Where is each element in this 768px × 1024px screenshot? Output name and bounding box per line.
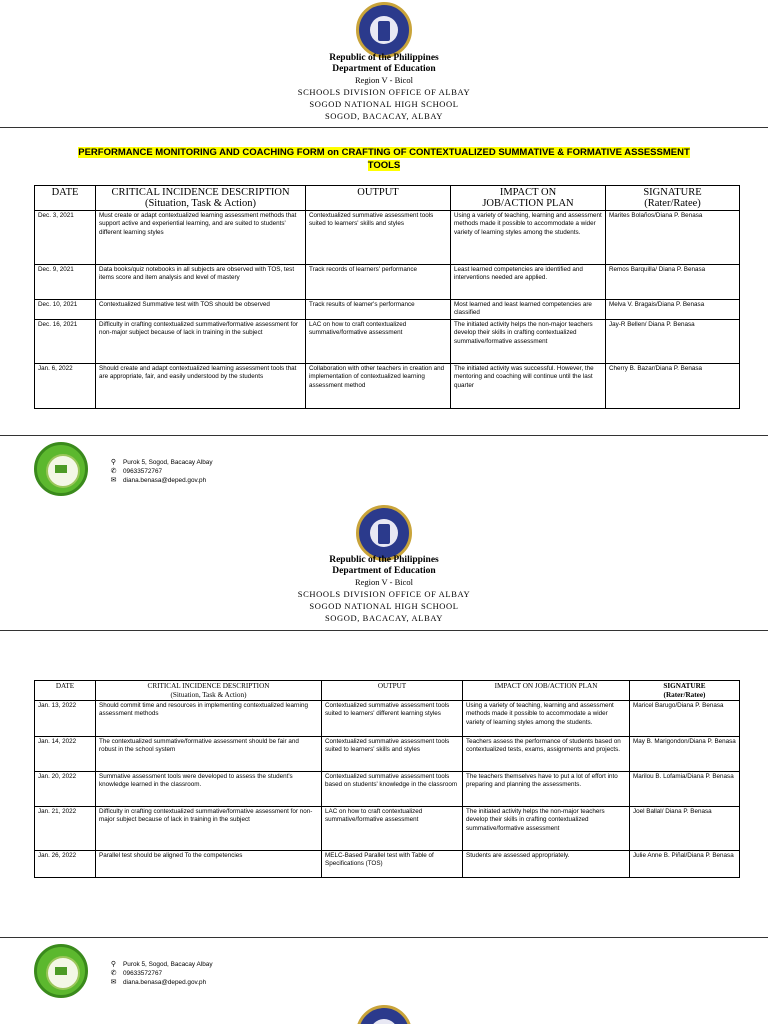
col-date-header: DATE: [35, 186, 96, 211]
cell-output: Contextualized summative assessment tools suited to learners' skills and styles: [306, 211, 451, 265]
col-signature-header: SIGNATURE (Rater/Ratee): [606, 186, 740, 211]
cell-output: Contextualized summative assessment tools suited to learners' skills and styles: [322, 737, 463, 772]
table-header-row: [35, 681, 740, 701]
table-row: [35, 701, 740, 737]
cell-signature: Jay-R Bellen/ Diana P. Benasa: [606, 320, 740, 364]
school-logo: [34, 442, 88, 496]
deped-seal-logo: [356, 2, 412, 58]
col-cid-header: CRITICAL INCIDENCE DESCRIPTION (Situation, Task & Action): [96, 186, 306, 211]
cell-signature: Julie Anne B. Piñal/Diana P. Benasa: [630, 851, 740, 878]
location-pin-icon: ⚲: [110, 961, 117, 968]
cell-date: Jan. 21, 2022: [35, 807, 96, 851]
cell-signature: Remos Barquilla/ Diana P. Benasa: [606, 265, 740, 300]
cell-impact: Least learned competencies are identified and interventions needed are applied.: [451, 265, 606, 300]
republic-line: Republic of the Philippines: [329, 555, 439, 565]
cell-date: Dec. 9, 2021: [35, 265, 96, 300]
table-row: [35, 851, 740, 878]
cell-impact: The initiated activity helps the non-major teachers develop their skills in crafting contextualized summative/formative assessment: [463, 807, 630, 851]
footer-contact: [108, 458, 213, 485]
cell-output: LAC on how to craft contextualized summative/formative assessment: [306, 320, 451, 364]
cell-impact: The teachers themselves have to put a lot of effort into preparing and planning the assessments.: [463, 772, 630, 807]
col-signature-header: SIGNATURE (Rater/Ratee): [630, 681, 740, 701]
republic-line: Republic of the Philippines: [329, 53, 439, 63]
cell-signature: Marites Bolaños/Diana P. Benasa: [606, 211, 740, 265]
cell-output: LAC on how to craft contextualized summative/formative assessment: [322, 807, 463, 851]
table-row: [35, 300, 740, 320]
cell-signature: May B. Marigondon/Diana P. Benasa: [630, 737, 740, 772]
footer-address: Purok 5, Sogod, Bacacay Albay: [123, 961, 213, 968]
division-line: SCHOOLS DIVISION OFFICE OF ALBAY: [297, 589, 471, 599]
footer-email: diana.benasa@deped.gov.ph: [123, 477, 207, 484]
cell-impact: Using a variety of teaching, learning and assessment methods made it possible to accommodate a wider variety of learning styles among the students.: [463, 701, 630, 737]
letterhead: [0, 53, 768, 122]
cell-date: Jan. 6, 2022: [35, 364, 96, 409]
department-line: Department of Education: [332, 64, 436, 74]
footer-phone: 09633572767: [123, 970, 163, 977]
col-output-header: OUTPUT: [322, 681, 463, 701]
cell-impact: Most learned and least learned competencies are classified: [451, 300, 606, 320]
phone-icon: ✆: [110, 970, 117, 977]
col-date-header: DATE: [35, 681, 96, 701]
cell-date: Jan. 20, 2022: [35, 772, 96, 807]
cell-output: Collaboration with other teachers in creation and implementation of contextualized learning assessment method: [306, 364, 451, 409]
deped-seal-logo: [356, 505, 412, 561]
cell-date: Jan. 14, 2022: [35, 737, 96, 772]
header-divider: [0, 630, 768, 631]
cell-output: Contextualized summative assessment tools based on students' knowledge in the classroom: [322, 772, 463, 807]
cell-cid: The contextualized summative/formative assessment should be fair and robust in the school system: [96, 737, 322, 772]
cell-output: Track results of learner's performance: [306, 300, 451, 320]
phone-icon: ✆: [110, 468, 117, 475]
cell-cid: Difficulty in crafting contextualized summative/formative assessment for non-major subject because of lack in training in the subject: [96, 320, 306, 364]
cell-output: Track records of learners' performance: [306, 265, 451, 300]
header-divider: [0, 127, 768, 128]
deped-seal-logo: [356, 1005, 412, 1024]
cell-impact: The initiated activity helps the non-major teachers develop their skills in crafting contextualized summative/formative assessment: [451, 320, 606, 364]
location-pin-icon: ⚲: [110, 459, 117, 466]
school-line: SOGOD NATIONAL HIGH SCHOOL: [309, 601, 459, 611]
region-line: Region V - Bicol: [354, 75, 413, 85]
cell-cid: Data books/quiz notebooks in all subjects are observed with TOS, test items score and item analysis and level of mastery: [96, 265, 306, 300]
cell-date: Dec. 16, 2021: [35, 320, 96, 364]
col-impact-header: IMPACT ON JOB/ACTION PLAN: [463, 681, 630, 701]
email-icon: ✉: [110, 979, 117, 986]
cell-cid: Summative assessment tools were developed to assess the student's knowledge learned in the classroom.: [96, 772, 322, 807]
coaching-table-2: [34, 680, 740, 878]
table-row: [35, 320, 740, 364]
form-title-line1: PERFORMANCE MONITORING AND COACHING FORM on CRAFTING OF CONTEXTUALIZED SUMMATIVE & FORMATIVE ASSESSMENT: [78, 147, 690, 158]
cell-signature: Joel Ballal/ Diana P. Benasa: [630, 807, 740, 851]
footer-address: Purok 5, Sogod, Bacacay Albay: [123, 459, 213, 466]
cell-date: Dec. 3, 2021: [35, 211, 96, 265]
table-row: [35, 364, 740, 409]
cell-signature: Cherry B. Bazar/Diana P. Benasa: [606, 364, 740, 409]
cell-cid: Must create or adapt contextualized learning assessment methods that support active and experiential learning, and are suited to students' different learning styles: [96, 211, 306, 265]
form-title: [60, 146, 708, 172]
table-row: [35, 737, 740, 772]
address-line: SOGOD, BACACAY, ALBAY: [324, 613, 444, 623]
table-header-row: [35, 186, 740, 211]
cell-cid: Should commit time and resources in implementing contextualized learning assessment methods: [96, 701, 322, 737]
division-line: SCHOOLS DIVISION OFFICE OF ALBAY: [297, 87, 471, 97]
col-output-header: OUTPUT: [306, 186, 451, 211]
col-cid-header: CRITICAL INCIDENCE DESCRIPTION (Situation, Task & Action): [96, 681, 322, 701]
table-row: [35, 211, 740, 265]
cell-cid: Contextualized Summative test with TOS should be observed: [96, 300, 306, 320]
region-line: Region V - Bicol: [354, 577, 413, 587]
footer-divider: [0, 435, 768, 436]
table-row: [35, 265, 740, 300]
col-impact-header: IMPACT ON JOB/ACTION PLAN: [451, 186, 606, 211]
school-line: SOGOD NATIONAL HIGH SCHOOL: [309, 99, 459, 109]
letterhead: [0, 555, 768, 624]
table-row: [35, 772, 740, 807]
cell-date: Jan. 26, 2022: [35, 851, 96, 878]
cell-impact: Using a variety of teaching, learning and assessment methods made it possible to accommodate a wider variety of learning styles among the students.: [451, 211, 606, 265]
email-icon: ✉: [110, 477, 117, 484]
cell-output: Contextualized summative assessment tools suited to learners' different learning styles: [322, 701, 463, 737]
cell-cid: Should create and adapt contextualized learning assessment tools that are appropriate, fair, and easily understood by the students: [96, 364, 306, 409]
cell-signature: Maricel Barugo/Diana P. Benasa: [630, 701, 740, 737]
form-title-line2: TOOLS: [367, 160, 401, 171]
cell-signature: Marilou B. Lofamia/Diana P. Benasa: [630, 772, 740, 807]
cell-date: Jan. 13, 2022: [35, 701, 96, 737]
footer-divider: [0, 937, 768, 938]
table-row: [35, 807, 740, 851]
coaching-table-1: [34, 185, 740, 409]
footer-email: diana.benasa@deped.gov.ph: [123, 979, 207, 986]
footer-contact: [108, 960, 213, 987]
footer-phone: 09633572767: [123, 468, 163, 475]
cell-output: MELC-Based Parallel test with Table of Specifications (TOS): [322, 851, 463, 878]
department-line: Department of Education: [332, 566, 436, 576]
cell-signature: Melva V. Bragais/Diana P. Benasa: [606, 300, 740, 320]
school-logo: [34, 944, 88, 998]
cell-date: Dec. 10, 2021: [35, 300, 96, 320]
cell-impact: Students are assessed appropriately.: [463, 851, 630, 878]
address-line: SOGOD, BACACAY, ALBAY: [324, 111, 444, 121]
cell-impact: Teachers assess the performance of students based on contextualized tests, exams, assignments and projects.: [463, 737, 630, 772]
cell-cid: Parallel test should be aligned To the competencies: [96, 851, 322, 878]
cell-impact: The initiated activity was successful. However, the mentoring and coaching will continue until the last quarter: [451, 364, 606, 409]
cell-cid: Difficulty in crafting contextualized summative/formative assessment for non-major subject because of lack in training in the subject: [96, 807, 322, 851]
